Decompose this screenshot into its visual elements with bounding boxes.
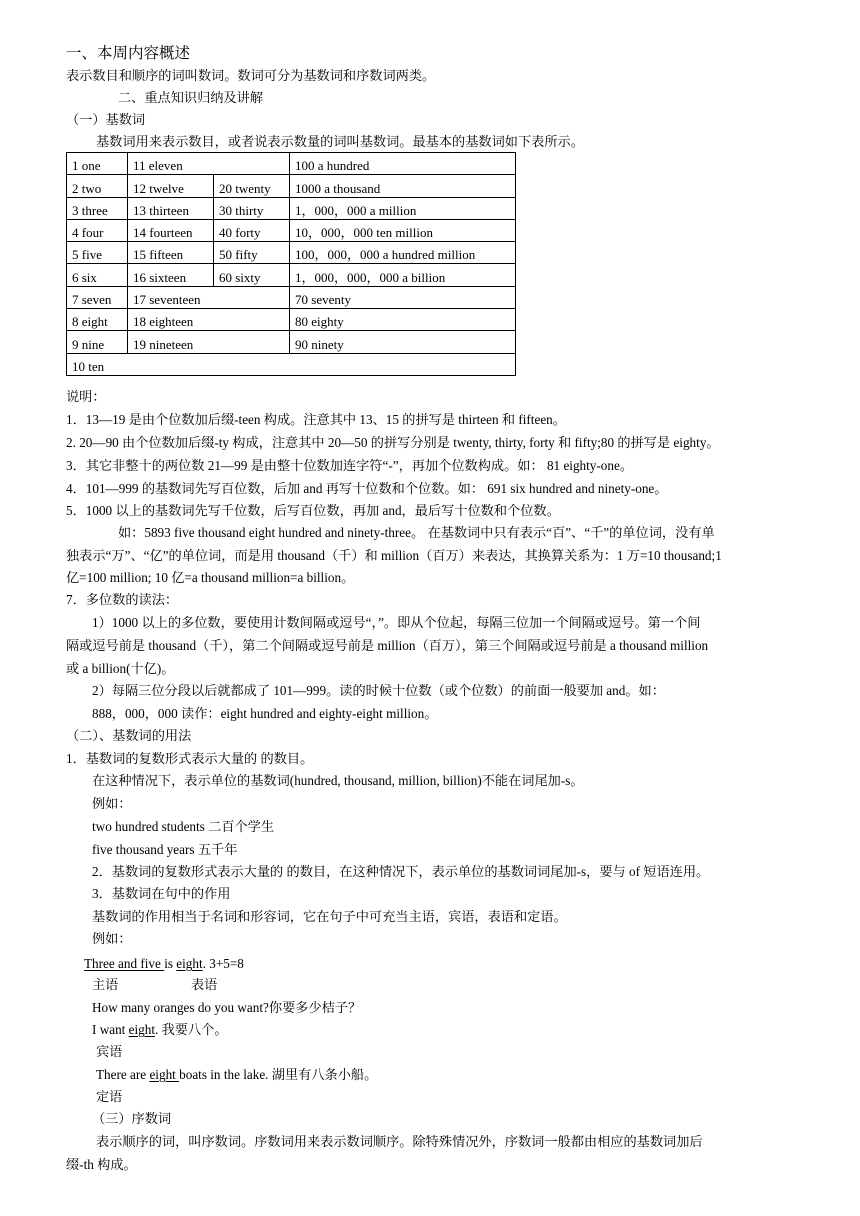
sentence-text: . 3+5=8: [202, 956, 244, 971]
note-paragraph: 888，000，000 读作：eight hundred and eighty-eight million。: [92, 706, 438, 721]
usage-item: 2．基数词的复数形式表示大量的 的数目，在这种情况下，表示单位的基数词词尾加-s，要与 of 短语连用。: [92, 864, 710, 879]
table-row: [67, 264, 516, 286]
cardinal-intro: 基数词用来表示数目，或者说表示数量的词叫基数词。最基本的基数词如下表所示。: [96, 134, 584, 149]
table-cell: 1，000，000，000 a billion: [290, 264, 516, 286]
subsection-title-ordinal: （三）序数词: [92, 1111, 172, 1126]
example-sentence: [96, 1066, 377, 1083]
role-label-subject: 主语: [92, 977, 119, 992]
subject-phrase: Three and five: [84, 956, 165, 971]
table-cell: 80 eighty: [290, 309, 516, 331]
table-cell: 19 nineteen: [128, 331, 290, 353]
example-label: 例如：: [92, 931, 132, 946]
sentence-text: I want: [92, 1022, 129, 1037]
ordinal-text: 表示顺序的词，叫序数词。序数词用来表示数词顺序。除特殊情况外，序数词一般都由相应的基数词加后: [96, 1134, 703, 1149]
subsection-title-usage: （二）、基数词的用法: [66, 728, 192, 743]
attributive-word: eight: [149, 1067, 180, 1082]
table-cell: 50 fifty: [214, 242, 290, 264]
table-cell: 9 nine: [67, 331, 128, 353]
example-label: 例如：: [92, 796, 132, 811]
ordinal-text: 缀-th 构成。: [66, 1157, 137, 1172]
table-cell: 30 thirty: [214, 197, 290, 219]
table-cell: 100 a hundred: [290, 153, 516, 175]
table-cell: 17 seventeen: [128, 286, 290, 308]
section-title-key-points: 二、重点知识归纳及讲解: [118, 90, 264, 105]
table-cell: 100，000，000 a hundred million: [290, 242, 516, 264]
table-cell: 18 eighteen: [128, 309, 290, 331]
table-cell: 90 ninety: [290, 331, 516, 353]
table-cell: 11 eleven: [128, 153, 290, 175]
table-cell: 10，000，000 ten million: [290, 219, 516, 241]
table-cell: 1 one: [67, 153, 128, 175]
role-label-predicative: 表语: [191, 977, 218, 992]
table-cell: 2 two: [67, 175, 128, 197]
table-cell: 60 sixty: [214, 264, 290, 286]
note-item: 7．多位数的读法：: [66, 592, 179, 607]
table-cell: 40 forty: [214, 219, 290, 241]
table-row: [67, 353, 516, 375]
note-item: 2. 20—90 由个位数加后缀-ty 构成，注意其中 20—50 的拼写分别是 twenty, thirty, forty 和 fifty;80 的拼写是 eighty。: [66, 435, 720, 450]
example-sentence: [92, 1021, 228, 1038]
object-word: eight: [128, 1022, 155, 1037]
table-cell: 8 eight: [67, 309, 128, 331]
example-sentence: How many oranges do you want?你要多少桔子？: [92, 1000, 362, 1015]
usage-detail: 基数词的作用相当于名词和形容词，它在句子中可充当主语，宾语，表语和定语。: [92, 909, 567, 924]
table-cell: 15 fifteen: [128, 242, 214, 264]
table-cell: 3 three: [67, 197, 128, 219]
table-cell: 12 twelve: [128, 175, 214, 197]
note-paragraph: 隔或逗号前是 thousand（千），第二个间隔或逗号前是 million（百万），第三个间隔或逗号前是 a thousand million: [66, 638, 709, 653]
note-item: 3．其它非整十的两位数 21—99 是由整十位数加连字符“-”，再加个位数构成。如： 81 eighty-one。: [66, 458, 634, 473]
note-item: 4．101—999 的基数词先写百位数，后加 and 再写十位数和个位数。如： 691 six hundred and ninety-one。: [66, 481, 668, 496]
table-cell: 20 twenty: [214, 175, 290, 197]
note-paragraph: 1）1000 以上的多位数，要使用计数间隔或逗号“，”。即从个位起，每隔三位加一个间隔或逗号。第一个间: [92, 615, 701, 630]
sentence-text: . 我要八个。: [155, 1022, 228, 1037]
cardinal-numbers-table: [66, 152, 516, 376]
role-label-object: 宾语: [96, 1044, 123, 1059]
table-cell: 10 ten: [67, 353, 516, 375]
subsection-title-cardinal: （一）基数词: [66, 112, 146, 127]
table-cell: 4 four: [67, 219, 128, 241]
example-line: five thousand years 五千年: [92, 842, 238, 857]
example-sentence: [84, 955, 244, 972]
example-line: two hundred students 二百个学生: [92, 819, 275, 834]
table-cell: 6 six: [67, 264, 128, 286]
note-paragraph: 或 a billion(十亿)。: [66, 661, 175, 676]
overview-text: 表示数目和顺序的词叫数词。数词可分为基数词和序数词两类。: [66, 68, 436, 83]
table-cell: 7 seven: [67, 286, 128, 308]
table-row: [67, 331, 516, 353]
note-item: 1．13—19 是由个位数加后缀-teen 构成。注意其中 13、15 的拼写是 thirteen 和 fifteen。: [66, 412, 566, 427]
note-paragraph: 2）每隔三位分段以后就都成了 101—999。读的时候十位数（或个位数）的前面一般要加 and。如：: [92, 683, 665, 698]
table-row: [67, 153, 516, 175]
sentence-text: There are: [96, 1067, 150, 1082]
table-cell: 16 sixteen: [128, 264, 214, 286]
note-paragraph: 独表示“万”、“亿”的单位词，而是用 thousand（千）和 million（百万）来表达，其换算关系为：1 万=10 thousand;1: [66, 548, 722, 563]
table-cell: 14 fourteen: [128, 219, 214, 241]
table-cell: 13 thirteen: [128, 197, 214, 219]
note-paragraph: 亿=100 million; 10 亿=a thousand million=a billion。: [66, 570, 355, 585]
usage-item: 1．基数词的复数形式表示大量的 的数目。: [66, 751, 314, 766]
table-row: [67, 175, 516, 197]
sentence-text: boats in the lake. 湖里有八条小船。: [179, 1067, 378, 1082]
note-paragraph: 如：5893 five thousand eight hundred and ninety-three。 在基数词中只有表示“百”、“千”的单位词，没有单: [118, 525, 715, 540]
table-row: [67, 286, 516, 308]
sentence-text: is: [164, 956, 177, 971]
predicative-word: eight: [176, 956, 203, 971]
role-label-attributive: 定语: [96, 1089, 123, 1104]
table-cell: 70 seventy: [290, 286, 516, 308]
usage-item: 3．基数词在句中的作用: [92, 886, 231, 901]
section-title-overview: 一、本周内容概述: [66, 45, 191, 62]
notes-label: 说明：: [66, 389, 106, 404]
table-row: [67, 219, 516, 241]
table-row: [67, 197, 516, 219]
table-row: [67, 309, 516, 331]
table-cell: 1，000，000 a million: [290, 197, 516, 219]
note-item: 5．1000 以上的基数词先写千位数，后写百位数，再加 and，最后写十位数和个位数。: [66, 503, 560, 518]
table-cell: 1000 a thousand: [290, 175, 516, 197]
table-row: [67, 242, 516, 264]
table-cell: 5 five: [67, 242, 128, 264]
usage-detail: 在这种情况下，表示单位的基数词(hundred, thousand, million, billion)不能在词尾加-s。: [92, 773, 584, 788]
